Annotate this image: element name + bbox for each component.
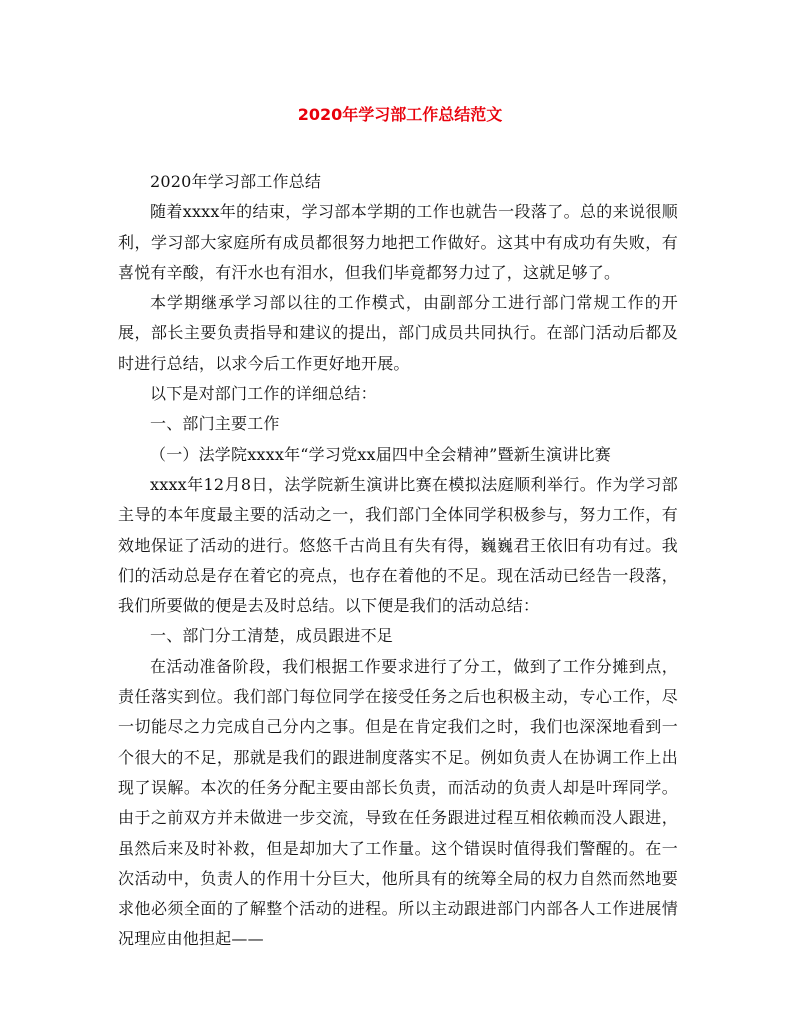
- contest-paragraph: xxxx年12月8日，法学院新生演讲比赛在模拟法庭顺利举行。作为学习部主导的本年度最主要的活动之一，我们部门全体同学积极参与，努力工作，有效地保证了活动的进行。悠悠千古尚且有失有得，巍巍君王依旧有功有过。我们的活动总是存在着它的亮点，也存在着他的不足。现在活动已经告一段落，我们所要做的便是去及时总结。以下便是我们的活动总结：: [118, 474, 678, 616]
- document-body: [118, 167, 678, 955]
- work-mode-paragraph: 本学期继承学习部以往的工作模式，由副部分工进行部门常规工作的开展，部长主要负责指导和建议的提出，部门成员共同执行。在部门活动后都及时进行总结，以求今后工作更好地开展。: [118, 293, 678, 373]
- section-heading-main-work: 一、部门主要工作: [150, 414, 280, 434]
- preparation-paragraph: 在活动准备阶段，我们根据工作要求进行了分工，做到了工作分摊到点，责任落实到位。我们部门每位同学在接受任务之后也积极主动，专心工作，尽一切能尽之力完成自己分内之事。但是在肯定我们之时，我们也深深地看到一个很大的不足，那就是我们的跟进制度落实不足。例如负责人在协调工作上出现了误解。本次的任务分配主要由部长负责，而活动的负责人却是叶珲同学。由于之前双方并未做进一步交流，导致在任务跟进过程互相依赖而没人跟进，虽然后来及时补救，但是却加大了工作量。这个错误时值得我们警醒的。在一次活动中，负责人的作用十分巨大，他所具有的统筹全局的权力自然而然地要求他必须全面的了解整个活动的进程。所以主动跟进部门内部各人工作进展情况理应由他担起——: [118, 656, 678, 949]
- section-heading-division: 一、部门分工清楚，成员跟进不足: [150, 626, 394, 646]
- subsection-heading-speech-contest: （一）法学院xxxx年“学习党xx届四中全会精神”暨新生演讲比赛: [150, 444, 611, 464]
- subtitle-paragraph: 2020年学习部工作总结: [150, 172, 322, 191]
- document-title: 2020年学习部工作总结范文: [297, 105, 503, 124]
- summary-lead-paragraph: 以下是对部门工作的详细总结：: [150, 384, 377, 404]
- intro-paragraph: 随着xxxx年的结束，学习部本学期的工作也就告一段落了。总的来说很顺利，学习部大家庭所有成员都很努力地把工作做好。这其中有成功有失败，有喜悦有辛酸，有汗水也有泪水，但我们毕竟都努力过了，这就足够了。: [118, 202, 678, 282]
